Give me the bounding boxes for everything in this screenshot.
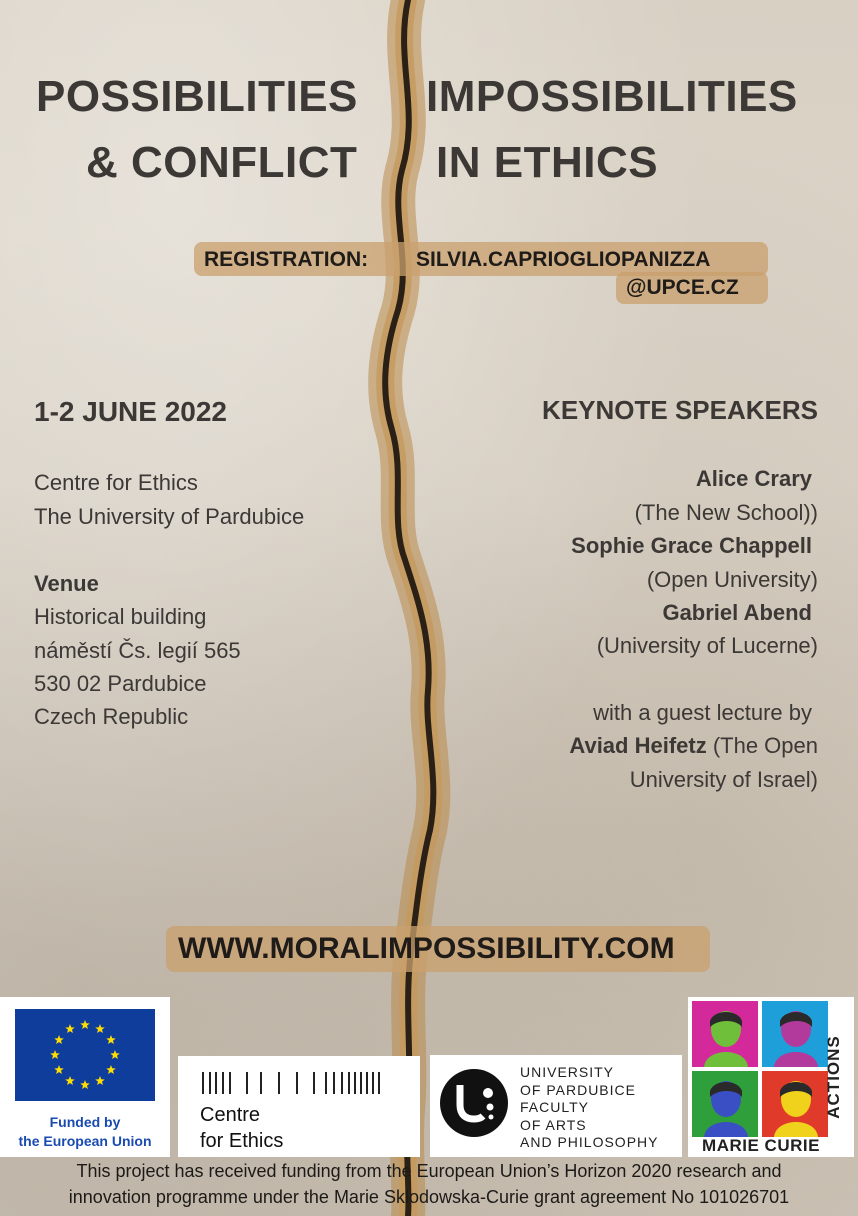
organizer-line2: The University of Pardubice [34, 504, 305, 529]
speaker-name: Sophie Grace Chappell [571, 533, 812, 558]
barcode-line [246, 1072, 248, 1094]
speaker-affiliation: (Open University) [646, 567, 818, 592]
upce-caption-line: FACULTY [520, 1099, 589, 1115]
barcode-line [260, 1072, 262, 1094]
funding-line1: This project has received funding from the European Union’s Horizon 2020 research and [76, 1161, 782, 1181]
funding-acknowledgement [0, 1158, 858, 1210]
upce-caption-line: UNIVERSITY [520, 1064, 615, 1080]
barcode-line [372, 1072, 374, 1094]
eu-flag-icon [15, 1009, 155, 1101]
marie-curie-actions-label: ACTIONS [824, 1035, 843, 1119]
title-right-line2: IN ETHICS [436, 138, 659, 187]
barcode-line [313, 1072, 315, 1094]
barcode-icon [202, 1072, 402, 1094]
venue-line: Czech Republic [34, 704, 189, 729]
speaker-name: Alice Crary [695, 466, 812, 491]
title-left-line1: POSSIBILITIES [36, 72, 358, 121]
guest-affiliation: (The Open [706, 733, 818, 758]
guest-intro: with a guest lecture by [593, 700, 812, 725]
upce-caption-line: OF PARDUBICE [520, 1081, 636, 1098]
barcode-line [325, 1072, 327, 1094]
venue-line: náměstí Čs. legií 565 [34, 638, 241, 663]
eu-caption-line1: Funded by [49, 1114, 121, 1130]
marie-curie-portrait-icon [692, 1001, 758, 1067]
barcode-line [296, 1072, 298, 1094]
title-left-line2: & CONFLICT [86, 138, 358, 187]
title-right-line1: IMPOSSIBILITIES [426, 72, 798, 121]
guest-name: Aviad Heifetz [569, 733, 707, 758]
funding-line2: innovation programme under the Marie Sklodowska-Curie grant agreement No 101026701 [68, 1187, 790, 1207]
venue-line: Historical building [34, 604, 207, 629]
eu-caption [0, 1113, 170, 1151]
guest-affiliation-line2: University of Israel) [629, 767, 818, 792]
centre-caption-line2: for Ethics [200, 1130, 284, 1152]
upce-caption-line: OF ARTS [520, 1116, 587, 1133]
speaker-name: Gabriel Abend [662, 600, 812, 625]
registration-email-domain[interactable]: @UPCE.CZ [626, 276, 739, 299]
registration-email[interactable]: SILVIA.CAPRIOGLIOPANIZZA [416, 248, 711, 271]
barcode-line [348, 1072, 350, 1094]
event-date: 1-2 JUNE 2022 [34, 396, 228, 427]
upce-caption-line: AND PHILOSOPHY [520, 1134, 659, 1150]
barcode-line [341, 1072, 343, 1094]
guest-line [569, 729, 818, 763]
barcode-line [378, 1072, 380, 1094]
eu-caption-line2: the European Union [18, 1133, 152, 1149]
speaker-affiliation: (University of Lucerne) [596, 633, 818, 658]
venue-line: 530 02 Pardubice [34, 671, 207, 696]
centre-caption-line1: Centre [200, 1104, 261, 1126]
marie-curie-portrait-icon [762, 1071, 828, 1137]
upce-logo-icon [438, 1067, 510, 1139]
barcode-line [354, 1072, 356, 1094]
barcode-line [360, 1072, 362, 1094]
barcode-line [366, 1072, 368, 1094]
website-link[interactable]: WWW.MORALIMPOSSIBILITY.COM [178, 932, 675, 965]
barcode-line [229, 1072, 231, 1094]
marie-curie-label: MARIE CURIE [702, 1136, 820, 1155]
upce-faculty-logo [430, 1055, 682, 1157]
speaker-affiliation: (The New School)) [634, 500, 818, 525]
barcode-line [333, 1072, 335, 1094]
barcode-line [278, 1072, 280, 1094]
organizer-line1: Centre for Ethics [34, 470, 198, 495]
registration-label: REGISTRATION: [204, 248, 369, 271]
barcode-line [222, 1072, 224, 1094]
eu-logo [0, 997, 170, 1157]
marie-curie-logo [688, 997, 854, 1157]
centre-for-ethics-logo [178, 1056, 420, 1157]
barcode-line [209, 1072, 211, 1094]
venue-heading: Venue [34, 571, 99, 596]
marie-curie-portrait-icon [692, 1071, 758, 1137]
upce-caption [520, 1064, 658, 1152]
marie-curie-portrait-icon [762, 1001, 828, 1067]
barcode-line [215, 1072, 217, 1094]
keynote-heading: KEYNOTE SPEAKERS [542, 395, 818, 425]
barcode-line [202, 1072, 204, 1094]
centre-caption [200, 1102, 283, 1154]
